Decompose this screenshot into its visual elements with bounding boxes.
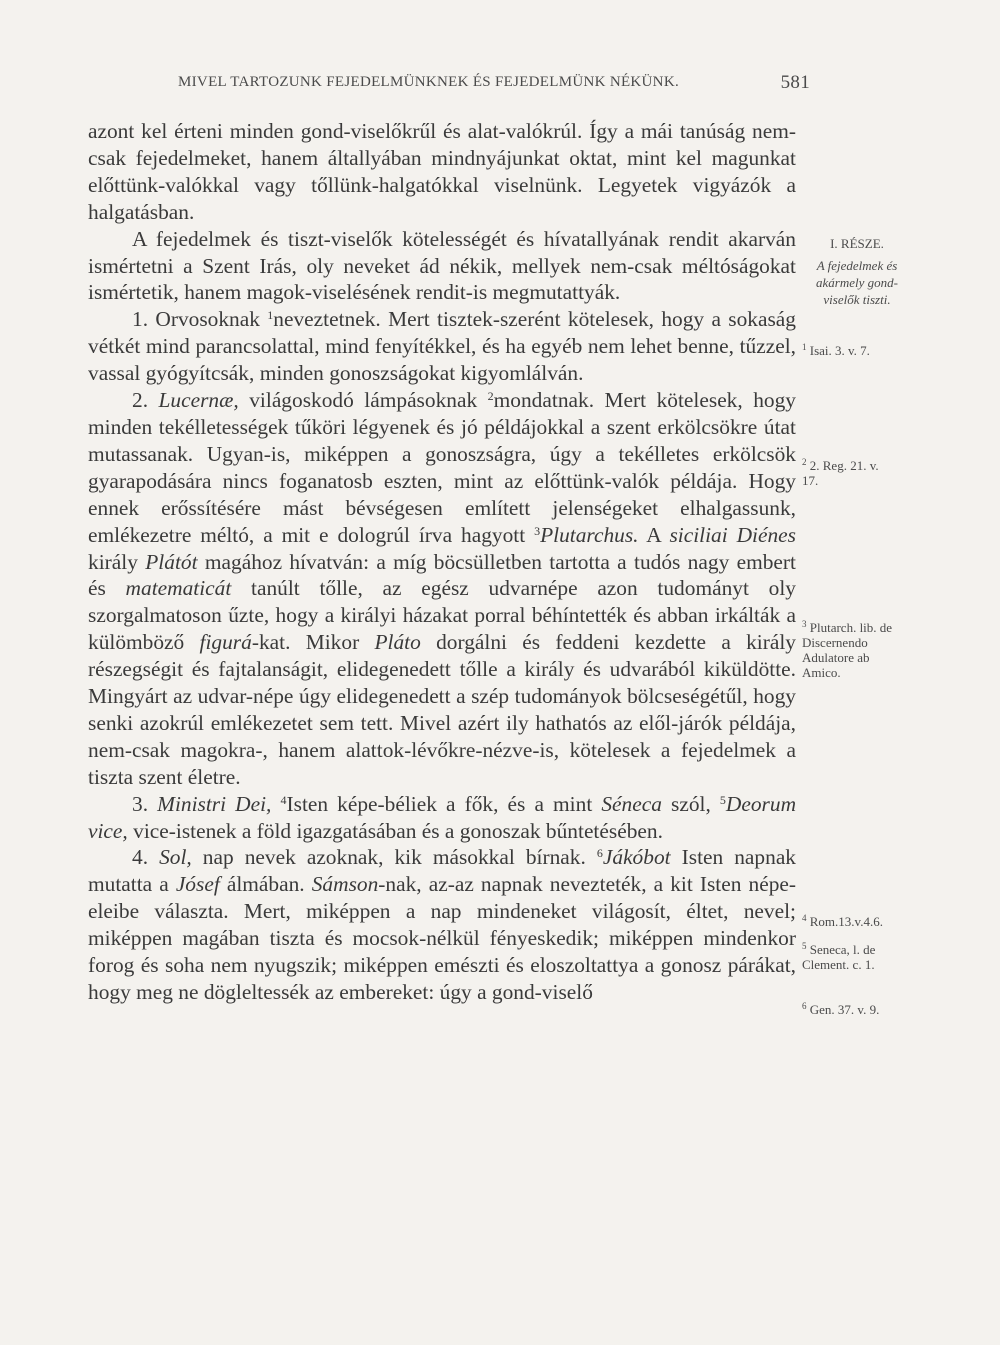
footnote-marker: 3 [534, 523, 541, 538]
paragraph-sun [88, 844, 796, 1005]
running-title: MIVEL TARTOZUNK FEJEDELMÜNKNEK ÉS FEJEDELMÜNK NÉKÜNK. [178, 74, 679, 90]
italic-run: matematicát [125, 576, 232, 601]
text-run: kat. Mikor [258, 630, 375, 655]
italic-run: Jákóbot [602, 845, 671, 870]
italic-run: Jósef [175, 872, 220, 897]
text-run: világoskodó lámpásoknak [238, 388, 488, 413]
margin-note-text: Gen. 37. v. 9. [809, 1002, 880, 1017]
footnote-marker: 5 [719, 792, 726, 807]
margin-note-3 [802, 620, 902, 680]
text-run: magához hívatván: a míg böcsülletben tartotta a tudós nagy embert és [88, 549, 796, 601]
text-run: -nak, az-az napnak nevezteték, a kit Isten népe-eleibe választa. Mert, miképpen a nap mindeneket világosít, éltet, nevel; miképpen magában tiszta és mocsok-nélkül fényeskedik; miképpen mindenkor forog és soha nem nyugszik; miképpen emészti és eloszoltattya a gonosz párákat, hogy meg ne dögleltessék az embereket: úgy a gond-viselő [88, 872, 797, 1004]
margin-note-2 [802, 458, 898, 488]
italic-run: figurá- [199, 630, 259, 655]
margin-note-text: Seneca, l. de Clement. c. 1. [802, 942, 876, 972]
margin-note-marker: 5 [802, 941, 807, 951]
italic-run: Lucernæ, [158, 388, 239, 413]
text-run: Isten képe-béliek a fők, és a mint [286, 791, 602, 816]
paragraph-intro: azont kel érteni minden gond-viselőkrűl és alat-valókrúl. Így a mái tanúság nem-csak fejedelmeket, hanem általlyában mindnyájunkat oktat, mint kel magunkat előttünk-valókkal vagy tőllünk-halgatókkal viselnünk. Legyetek vigyázók a halgatásban. [88, 119, 796, 224]
italic-run: siciliai Diénes [669, 522, 796, 547]
margin-note-marker: 3 [802, 619, 807, 629]
margin-note-marker: 4 [802, 913, 807, 923]
italic-run: Pláto [374, 630, 421, 655]
text-run: nap nevek azoknak, kik másokkal bírnak. [191, 845, 597, 870]
text-run: vice-istenek a föld igazgatásában és a gonoszak bűntetésében. [127, 818, 663, 843]
italic-run: Deorum vice, [88, 791, 797, 843]
text-run: király [88, 549, 146, 574]
italic-run: Ministri Dei, [157, 791, 272, 816]
margin-section-title: I. RÉSZE. [830, 236, 884, 251]
main-text [88, 118, 796, 1006]
text-run: 1. Orvosoknak [132, 307, 268, 332]
text-run: A [638, 522, 670, 547]
footnote-marker: 2 [487, 389, 494, 404]
margin-note-text: 2. Reg. 21. v. 17. [802, 458, 879, 488]
italic-run: Sol, [159, 845, 192, 870]
text-run: álmában. [219, 872, 312, 897]
text-run: mondatnak. Mert kötelesek, hogy minden tekélletességek tűköri légyenek és jó példájokkal a szent erkölcsökre útat mutassanak. Ugyan-is, miképpen a gonoszságra, úgy a tekélletes erkölcsök gyarapodására nincs foganatosb eszten, mint az előttünk-valók példája. Hogy ennek erőssítésére mást bévségesen említett jelenségeket elhalgassunk, emlékezetre méltó, a mit e dologrúl írva hagyott [88, 388, 796, 547]
italic-run: Séneca [601, 791, 662, 816]
paragraph-lamps [88, 387, 796, 791]
margin-note-text: Plutarch. lib. de Discernendo Adulatore ab Amico. [802, 620, 893, 680]
text-run: tanúlt tőlle, az egész udvarnépe azon tudományt oly szorgalmatoson űzte, hogy a királyi házakat porral béhíntették és abban irkálták a külömböző [88, 576, 796, 655]
footnote-marker: 6 [596, 846, 603, 861]
text-run: 2. [132, 388, 159, 413]
italic-run: Plátót [145, 549, 198, 574]
margin-note-marker: 1 [802, 342, 807, 352]
margin-note-1 [802, 343, 912, 358]
margin-note-marker: 2 [802, 457, 807, 467]
text-run: neveztetnek. Mert tisztek-szerént kötelesek, hogy a sokaság vétkét mind parancsolattal, mind fenyítékkel, és ha egyéb nem lehet benne, tűzzel, vassal gyógyítcsák, minden gonoszságokat kigyomlálván. [88, 307, 796, 386]
italic-run: Plutarchus. [540, 522, 639, 547]
text-run: 3. [132, 791, 158, 816]
text-run: 4. [132, 845, 160, 870]
margin-note-text: Isai. 3. v. 7. [809, 343, 870, 358]
margin-note-4 [802, 914, 912, 929]
margin-note-marker: 6 [802, 1001, 807, 1011]
margin-note-section [802, 236, 912, 308]
footnote-marker: 4 [280, 792, 287, 807]
text-run: dorgálni és feddeni kezdette a király részegségit és fajtalanságit, elidegenedett tőlle a király és udvarából kiküldötte. Mingyárt az udvar-népe úgy elidegenedett a szép tudományok bölcseségétűl, hogy senki azokrúl emlékezetet sem tett. Mivel azért ily hathatós az elől-járók példája, nem-csak magokra-, hanem alattok-lévőkre-nézve-is, kötelesek a fejedelmek a tiszta szent életre. [88, 630, 796, 789]
paragraph-names: A fejedelmek és tiszt-viselők kötelességét és hívatallyának rendit akarván ismértetni a Szent Irás, oly neveket ád nékik, mellyek nem-csak méltóságokat ismértetik, hanem magok-viselésének rendit-is megmutattyák. [88, 226, 796, 305]
paragraph-ministers [88, 791, 796, 845]
margin-section-summary: A fejedelmek és akármely gond-viselők tiszti. [816, 258, 898, 307]
text-run: Isten napnak mutatta a [88, 845, 797, 897]
margin-note-6 [802, 1002, 912, 1017]
text-run: szól, [661, 791, 720, 816]
margin-note-text: Rom.13.v.4.6. [809, 914, 883, 929]
footnote-marker: 1 [267, 308, 274, 323]
page-number: 581 [780, 72, 810, 93]
margin-note-5 [802, 942, 906, 972]
italic-run: Sámson [311, 872, 379, 897]
paragraph-physicians [88, 306, 796, 387]
